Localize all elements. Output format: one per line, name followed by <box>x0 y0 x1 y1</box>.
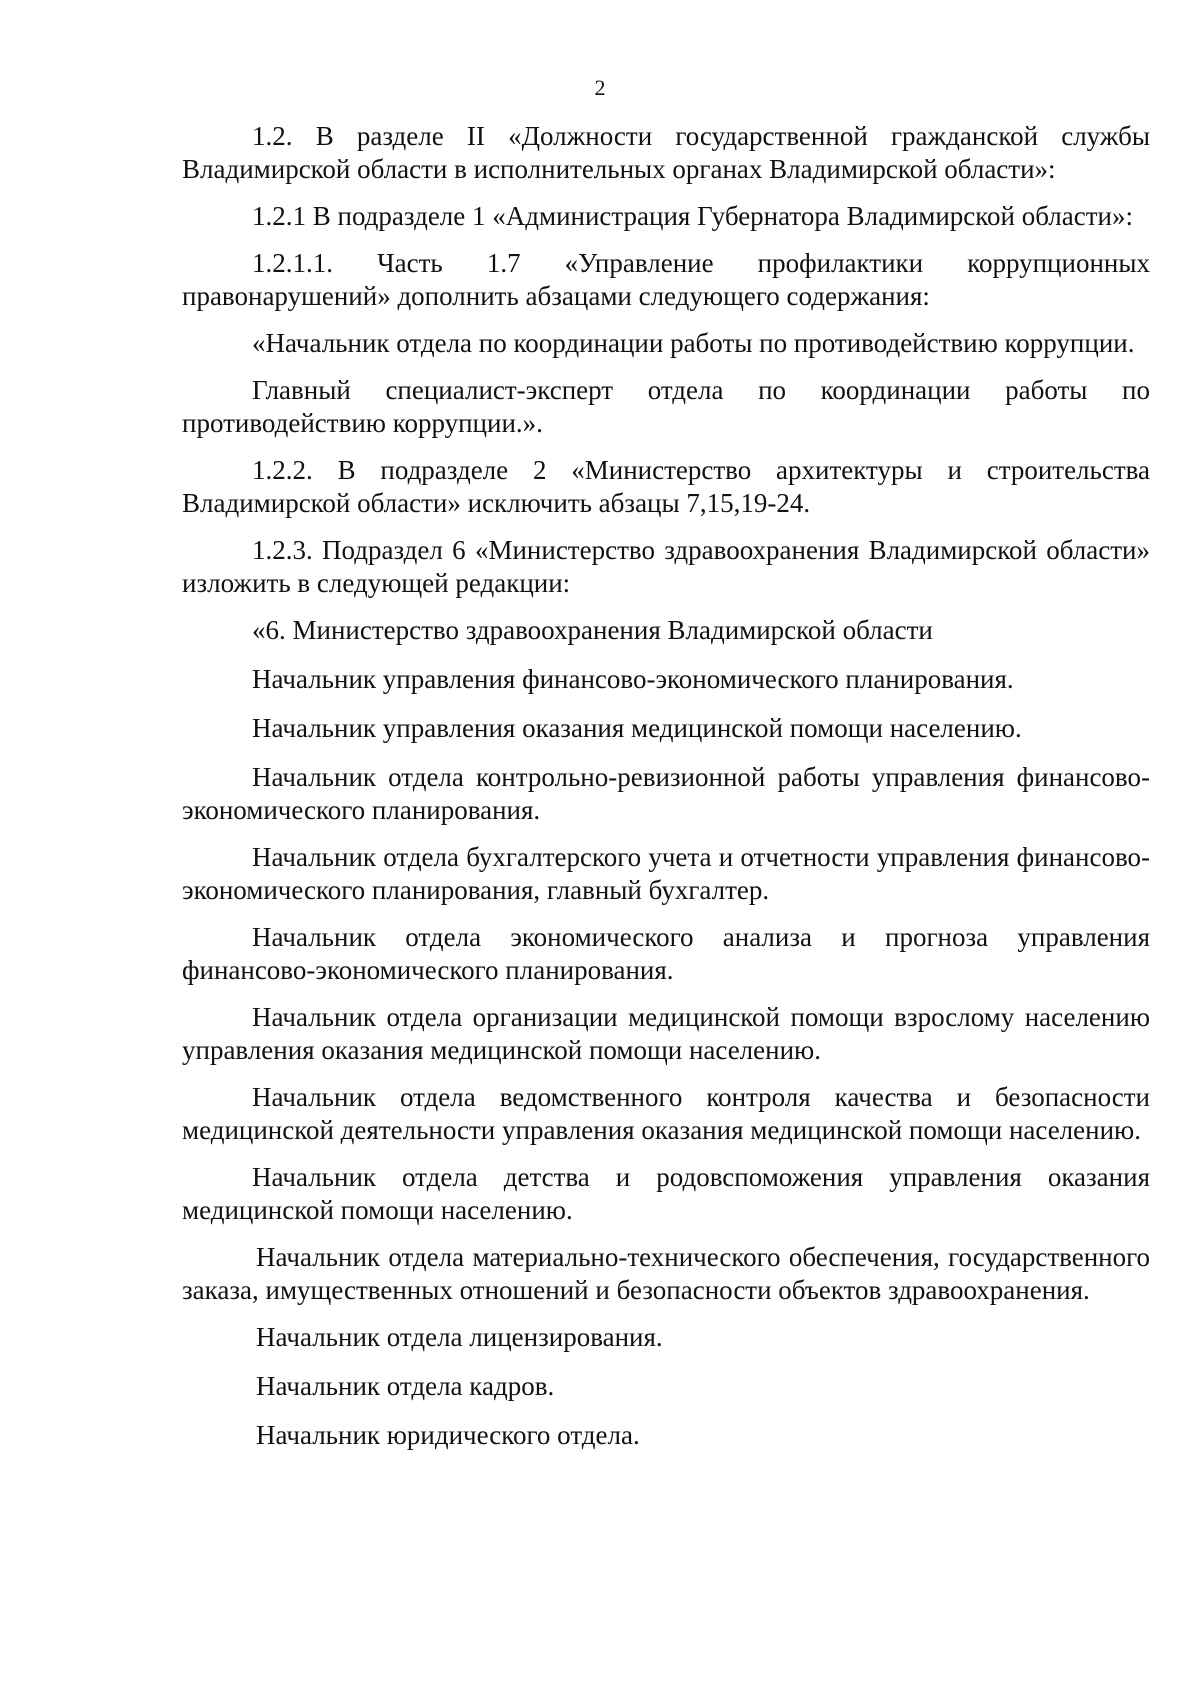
paragraph-1-2: 1.2. В разделе II «Должности государственной гражданской службы Владимирской области в исполнительных органах Владимирской области»: <box>182 121 1150 184</box>
paragraph-position: Начальник отдела организации медицинской помощи взрослому населению управления оказания медицинской помощи населению. <box>182 1002 1150 1065</box>
paragraph-position: Начальник отдела экономического анализа и прогноза управления финансово-экономического планирования. <box>182 922 1150 985</box>
document-body <box>182 120 1150 1468</box>
paragraph-position: Начальник отдела контрольно-ревизионной работы управления финансово-экономического планирования. <box>182 762 1150 825</box>
paragraph-position: Начальник отдела кадров. <box>256 1371 555 1401</box>
paragraph-position: Начальник отдела материально-технического обеспечения, государственного заказа, имущественных отношений и безопасности объектов здравоохранения. <box>182 1242 1150 1305</box>
paragraph-position: Начальник отдела детства и родовспоможения управления оказания медицинской помощи населению. <box>182 1162 1150 1225</box>
paragraph-position: Начальник юридического отдела. <box>256 1420 640 1450</box>
paragraph-1-2-1: 1.2.1 В подразделе 1 «Администрация Губернатора Владимирской области»: <box>252 201 1133 231</box>
paragraph-position: Начальник отдела лицензирования. <box>256 1322 663 1352</box>
paragraph-ministry-title: «6. Министерство здравоохранения Владимирской области <box>252 615 933 645</box>
paragraph-position: Начальник управления финансово-экономического планирования. <box>252 664 1014 694</box>
paragraph-anticorruption-head: «Начальник отдела по координации работы по противодействию коррупции. <box>252 328 1135 358</box>
paragraph-anticorruption-expert: Главный специалист-эксперт отдела по координации работы по противодействию коррупции.». <box>182 375 1150 438</box>
paragraph-1-2-1-1: 1.2.1.1. Часть 1.7 «Управление профилактики коррупционных правонарушений» дополнить абзацами следующего содержания: <box>182 248 1150 311</box>
paragraph-position: Начальник отдела ведомственного контроля качества и безопасности медицинской деятельности управления оказания медицинской помощи населению. <box>182 1082 1150 1145</box>
paragraph-position: Начальник управления оказания медицинской помощи населению. <box>252 713 1022 743</box>
paragraph-1-2-2: 1.2.2. В подразделе 2 «Министерство архитектуры и строительства Владимирской области» исключить абзацы 7,15,19-24. <box>182 455 1150 518</box>
page-number: 2 <box>594 75 606 100</box>
paragraph-position: Начальник отдела бухгалтерского учета и отчетности управления финансово-экономического планирования, главный бухгалтер. <box>182 842 1150 905</box>
paragraph-1-2-3: 1.2.3. Подраздел 6 «Министерство здравоохранения Владимирской области» изложить в следующей редакции: <box>182 535 1150 598</box>
